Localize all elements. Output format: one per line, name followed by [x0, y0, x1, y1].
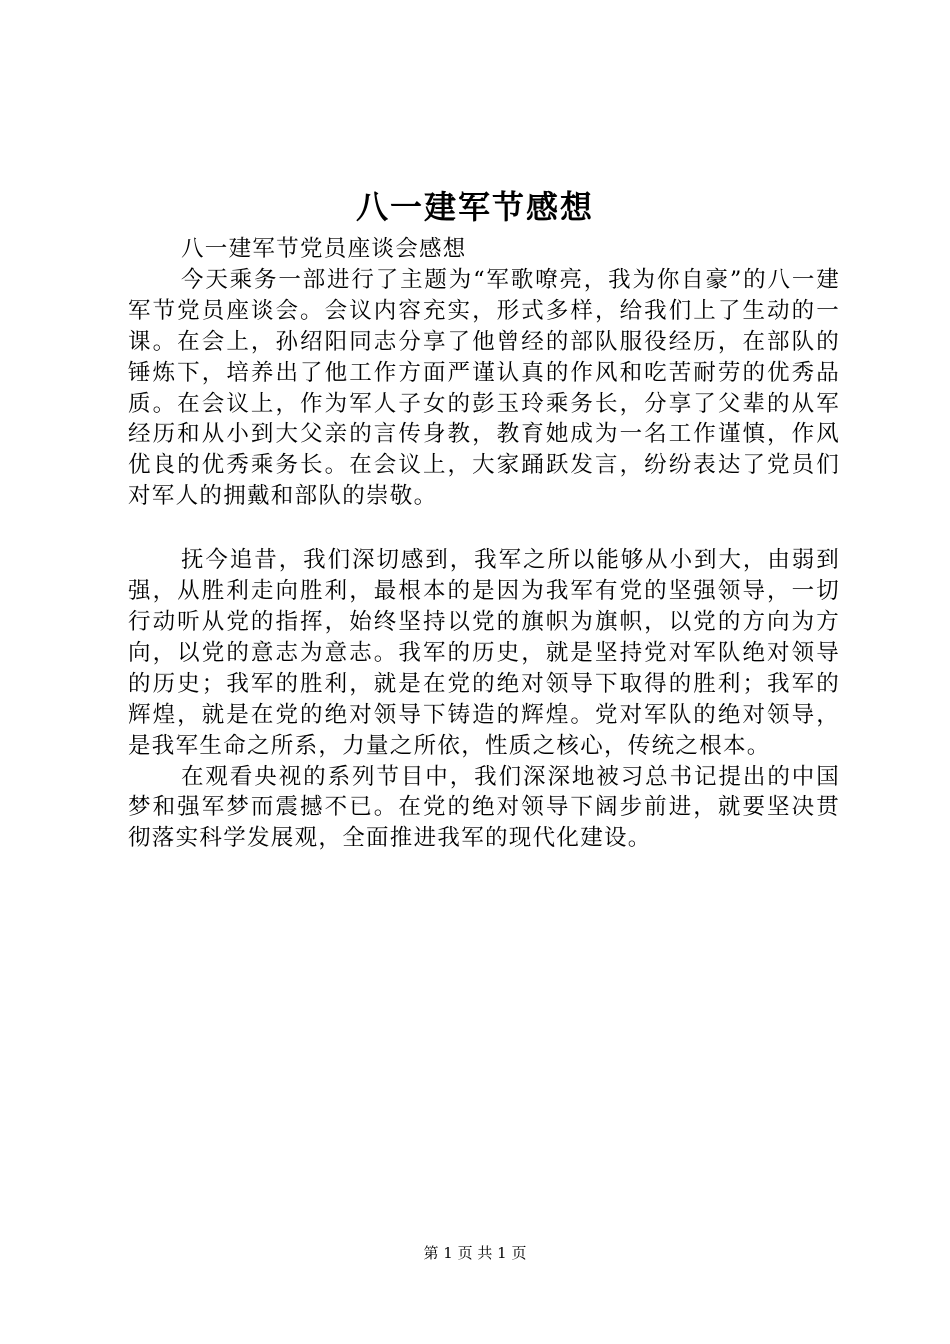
paragraph-3: 在观看央视的系列节目中，我们深深地被习总书记提出的中国梦和强军梦而震撼不已。在党的绝对领导下阔步前进，就要坚决贯彻落实科学发展观，全面推进我军的现代化建设。 — [128, 763, 840, 852]
document-subtitle: 八一建军节党员座谈会感想 — [181, 236, 467, 262]
paragraph-2: 抚今追昔，我们深切感到，我军之所以能够从小到大，由弱到强，从胜利走向胜利，最根本的是因为我军有党的坚强领导，一切行动听从党的指挥，始终坚持以党的旗帜为旗帜，以党的方向为方向，以党的意志为意志。我军的历史，就是坚持党对军队绝对领导的历史；我军的胜利，就是在党的绝对领导下取得的胜利；我军的辉煌，就是在党的绝对领导下铸造的辉煌。党对军队的绝对领导，是我军生命之所系，力量之所依，性质之核心，传统之根本。 — [128, 547, 840, 759]
paragraph-spacer — [128, 512, 840, 545]
paragraph-1: 今天乘务一部进行了主题为“军歌嘹亮，我为你自豪”的八一建军节党员座谈会。会议内容充实，形式多样，给我们上了生动的一课。在会上，孙绍阳同志分享了他曾经的部队服役经历，在部队的锤炼下，培养出了他工作方面严谨认真的作风和吃苦耐劳的优秀品质。在会议上，作为军人子女的彭玉玲乘务长，分享了父辈的从军经历和从小到大父亲的言传身教，教育她成为一名工作谨慎，作风优良的优秀乘务长。在会议上，大家踊跃发言，纷纷表达了党员们对军人的拥戴和部队的崇敬。 — [128, 266, 840, 510]
document-title: 八一建军节感想 — [355, 188, 594, 226]
page-footer: 第 1 页 共 1 页 — [423, 1244, 527, 1262]
document-body — [128, 234, 840, 854]
